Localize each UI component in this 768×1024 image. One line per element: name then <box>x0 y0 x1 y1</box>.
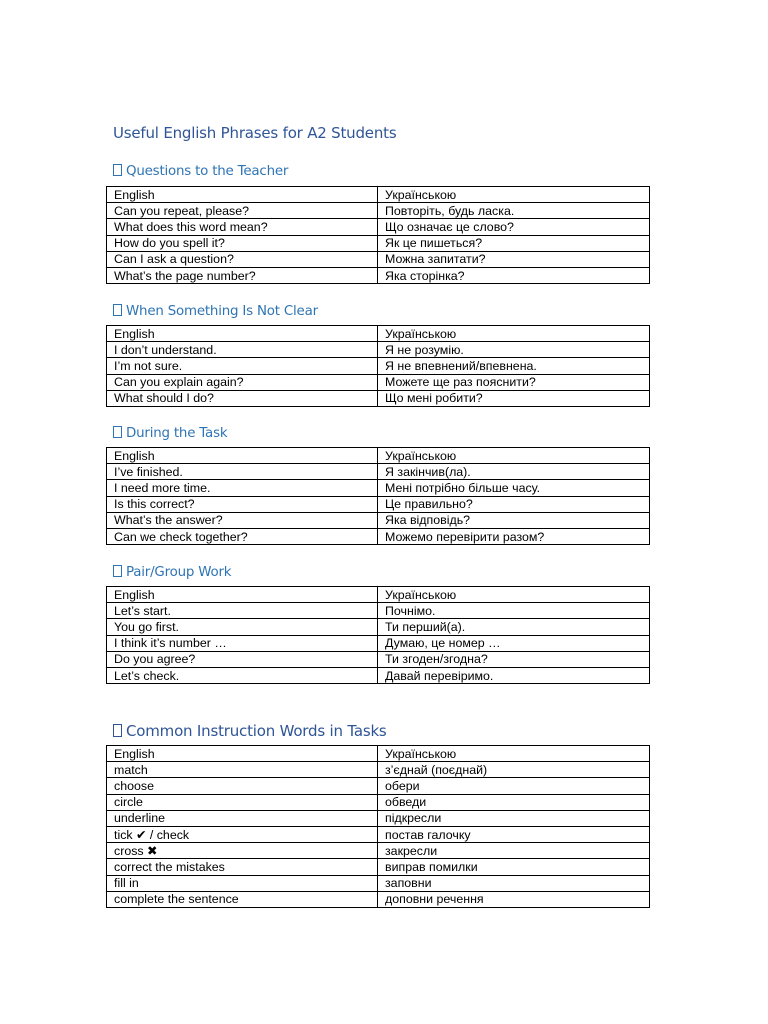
missing-glyph-icon <box>113 724 122 737</box>
table-row <box>107 891 650 907</box>
table-header-row <box>107 448 650 464</box>
column-header-ukrainian: Українською <box>378 746 650 762</box>
ukrainian-cell: Почнімо. <box>378 603 650 619</box>
section-heading-instruction-words <box>113 722 387 740</box>
table-row <box>107 480 650 496</box>
phrase-table-during-task <box>106 447 650 545</box>
ukrainian-cell: Яка сторінка? <box>378 267 650 283</box>
english-cell: You go first. <box>107 619 378 635</box>
column-header-english: English <box>107 746 378 762</box>
ukrainian-cell: підкресли <box>378 810 650 826</box>
english-cell: complete the sentence <box>107 891 378 907</box>
english-cell: I’m not sure. <box>107 358 378 374</box>
english-cell: Let’s start. <box>107 603 378 619</box>
ukrainian-cell: Яка відповідь? <box>378 512 650 528</box>
column-header-ukrainian: Українською <box>378 587 650 603</box>
table-row <box>107 810 650 826</box>
table-row <box>107 390 650 406</box>
english-cell: Let’s check. <box>107 667 378 683</box>
table-row <box>107 875 650 891</box>
english-cell: Can you repeat, please? <box>107 203 378 219</box>
column-header-ukrainian: Українською <box>378 187 650 203</box>
english-cell: fill in <box>107 875 378 891</box>
missing-glyph-icon <box>113 164 122 176</box>
table-row <box>107 651 650 667</box>
ukrainian-cell: Це правильно? <box>378 496 650 512</box>
table-row <box>107 203 650 219</box>
table-row <box>107 603 650 619</box>
ukrainian-cell: Я закінчив(ла). <box>378 464 650 480</box>
table-row <box>107 635 650 651</box>
table-row <box>107 267 650 283</box>
english-cell: choose <box>107 778 378 794</box>
english-cell: What’s the page number? <box>107 267 378 283</box>
table-header-row <box>107 746 650 762</box>
english-cell: match <box>107 762 378 778</box>
ukrainian-cell: Думаю, це номер … <box>378 635 650 651</box>
ukrainian-cell: Я не розумію. <box>378 342 650 358</box>
section-heading-text: Questions to the Teacher <box>126 164 289 179</box>
table-row <box>107 528 650 544</box>
table-row <box>107 512 650 528</box>
english-cell: How do you spell it? <box>107 235 378 251</box>
english-cell: I think it’s number … <box>107 635 378 651</box>
ukrainian-cell: Можна запитати? <box>378 251 650 267</box>
table-row <box>107 843 650 859</box>
english-cell: What should I do? <box>107 390 378 406</box>
table-row <box>107 778 650 794</box>
table-row <box>107 374 650 390</box>
section-heading-text: Pair/Group Work <box>126 565 232 580</box>
ukrainian-cell: доповни речення <box>378 891 650 907</box>
section-heading-text: Common Instruction Words in Tasks <box>126 722 387 740</box>
ukrainian-cell: обери <box>378 778 650 794</box>
ukrainian-cell: Що означає це слово? <box>378 219 650 235</box>
table-row <box>107 235 650 251</box>
missing-glyph-icon <box>113 565 122 577</box>
english-cell: Can you explain again? <box>107 374 378 390</box>
english-cell: Do you agree? <box>107 651 378 667</box>
ukrainian-cell: закресли <box>378 843 650 859</box>
ukrainian-cell: постав галочку <box>378 826 650 842</box>
table-row <box>107 219 650 235</box>
column-header-english: English <box>107 187 378 203</box>
column-header-english: English <box>107 587 378 603</box>
english-cell: Can I ask a question? <box>107 251 378 267</box>
english-cell: correct the mistakes <box>107 859 378 875</box>
ukrainian-cell: Мені потрібно більше часу. <box>378 480 650 496</box>
ukrainian-cell: Можемо перевірити разом? <box>378 528 650 544</box>
missing-glyph-icon <box>113 426 122 438</box>
english-cell: I need more time. <box>107 480 378 496</box>
section-heading-text: During the Task <box>126 426 228 441</box>
ukrainian-cell: заповни <box>378 875 650 891</box>
ukrainian-cell: обведи <box>378 794 650 810</box>
column-header-english: English <box>107 326 378 342</box>
table-row <box>107 794 650 810</box>
section-heading-pair-group <box>113 565 231 580</box>
english-cell: cross ✖ <box>107 843 378 859</box>
ukrainian-cell: Що мені робити? <box>378 390 650 406</box>
english-cell: What’s the answer? <box>107 512 378 528</box>
ukrainian-cell: Як це пишеться? <box>378 235 650 251</box>
ukrainian-cell: Повторіть, будь ласка. <box>378 203 650 219</box>
phrase-table-pair-group <box>106 586 650 684</box>
ukrainian-cell: Я не впевнений/впевнена. <box>378 358 650 374</box>
ukrainian-cell: з’єднай (поєднай) <box>378 762 650 778</box>
section-heading-during-task <box>113 426 227 441</box>
table-row <box>107 667 650 683</box>
ukrainian-cell: виправ помилки <box>378 859 650 875</box>
phrase-table-not-clear <box>106 325 650 407</box>
column-header-ukrainian: Українською <box>378 326 650 342</box>
ukrainian-cell: Ти перший(а). <box>378 619 650 635</box>
table-row <box>107 619 650 635</box>
ukrainian-cell: Ти згоден/згодна? <box>378 651 650 667</box>
table-row <box>107 464 650 480</box>
section-heading-not-clear <box>113 304 318 319</box>
table-row <box>107 358 650 374</box>
section-heading-text: When Something Is Not Clear <box>126 304 318 319</box>
table-header-row <box>107 326 650 342</box>
phrase-table-questions <box>106 186 650 284</box>
table-row <box>107 859 650 875</box>
column-header-english: English <box>107 448 378 464</box>
ukrainian-cell: Давай перевіримо. <box>378 667 650 683</box>
english-cell: underline <box>107 810 378 826</box>
section-heading-questions <box>113 164 288 179</box>
table-row <box>107 342 650 358</box>
table-row <box>107 251 650 267</box>
english-cell: Is this correct? <box>107 496 378 512</box>
english-cell: I don’t understand. <box>107 342 378 358</box>
english-cell: circle <box>107 794 378 810</box>
table-header-row <box>107 587 650 603</box>
table-row <box>107 826 650 842</box>
table-header-row <box>107 187 650 203</box>
ukrainian-cell: Можете ще раз пояснити? <box>378 374 650 390</box>
english-cell: What does this word mean? <box>107 219 378 235</box>
english-cell: I’ve finished. <box>107 464 378 480</box>
table-row <box>107 762 650 778</box>
column-header-ukrainian: Українською <box>378 448 650 464</box>
table-row <box>107 496 650 512</box>
english-cell: Can we check together? <box>107 528 378 544</box>
document-title: Useful English Phrases for A2 Students <box>113 124 397 142</box>
english-cell: tick ✔ / check <box>107 826 378 842</box>
missing-glyph-icon <box>113 304 122 316</box>
phrase-table-instruction-words <box>106 745 650 908</box>
